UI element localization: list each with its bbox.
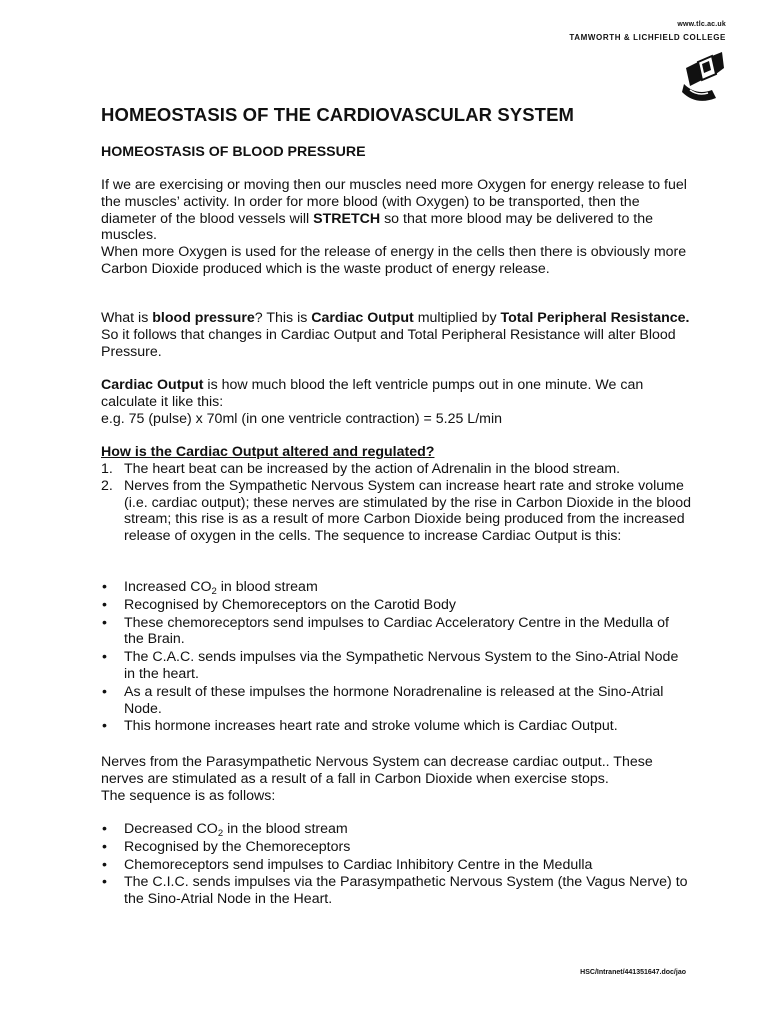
list-number: 1. (101, 461, 113, 477)
list-item (101, 684, 691, 718)
increase-sequence-list (101, 579, 691, 736)
list-number: 2. (101, 477, 113, 494)
list-item-text: The C.I.C. sends impulses via the Parasympathetic Nervous System (the Vagus Nerve) to the Sino-Atrial Node in the Heart. (124, 874, 688, 908)
text: What is (101, 310, 153, 326)
question-heading: How is the Cardiac Output altered and regulated? (101, 444, 435, 460)
page-title: HOMEOSTASIS OF THE CARDIOVASCULAR SYSTEM (101, 104, 575, 125)
list-item-text: These chemoreceptors send impulses to Cardiac Acceleratory Centre in the Medulla of the Brain. (124, 614, 669, 648)
text: multiplied by (413, 310, 501, 326)
emphasis-stretch: STRETCH (313, 210, 381, 227)
emphasis: Cardiac Output (101, 377, 204, 393)
text: so that more blood may be delivered to the muscles. (101, 210, 654, 244)
bullet-icon: • (102, 856, 107, 873)
list-item-text: Decreased CO (124, 821, 218, 837)
text: Nerves from the Parasympathetic Nervous System can decrease cardiac output.. These nerves are stimulated as a result of a fall in Carbon Dioxide when exercise stops. (101, 754, 653, 787)
bullet-icon: • (102, 579, 107, 595)
list-item-text: Chemoreceptors send impulses to Cardiac Inhibitory Centre in the Medulla (124, 856, 593, 873)
document-reference: HSC/Intranet/441351647.doc/jao (580, 969, 686, 976)
section-subtitle: HOMEOSTASIS OF BLOOD PRESSURE (101, 144, 366, 160)
bullet-icon: • (102, 614, 107, 631)
list-item-text: The C.A.C. sends impulses via the Sympathetic Nervous System to the Sino-Atrial Node in the heart. (124, 649, 679, 682)
emphasis: Cardiac Output (311, 310, 414, 326)
list-item (101, 874, 691, 908)
subscript: 2 (217, 828, 224, 839)
list-item (101, 857, 691, 874)
list-item (101, 597, 691, 614)
list-item-text: Recognised by the Chemoreceptors (124, 838, 351, 855)
text: So it follows that changes in Cardiac Output and Total Peripheral Resistance will alter Blood Pressure. (101, 326, 676, 360)
list-item-text: Recognised by Chemoreceptors on the Carotid Body (124, 596, 457, 613)
list-item (101, 839, 691, 856)
text: When more Oxygen is used for the release of energy in the cells then there is obviously more Carbon Dioxide produced which is the waste product of energy release. (101, 244, 687, 277)
list-item-text: in the blood stream (223, 821, 348, 837)
list-item (101, 615, 691, 649)
text: ? This is (254, 310, 312, 326)
bullet-icon: • (102, 874, 107, 891)
numbered-list (101, 461, 691, 545)
list-item (101, 461, 691, 478)
college-url: www.tlc.ac.uk (677, 21, 726, 28)
list-item (101, 579, 691, 596)
bullet-icon: • (102, 838, 107, 855)
list-item (101, 821, 691, 838)
emphasis: blood pressure (152, 310, 255, 326)
text: If we are exercising or moving then our muscles need more Oxygen for energy release to fuel the muscles’ activity. In order for more blood (with Oxygen) to be transported, then the diameter of the blood vessels will (101, 177, 687, 227)
subscript: 2 (211, 586, 217, 597)
formula-example: e.g. 75 (pulse) x 70ml (in one ventricle contraction) = 5.25 L/min (101, 410, 502, 427)
emphasis: Total Peripheral Resistance. (500, 310, 690, 326)
bullet-icon: • (102, 821, 107, 837)
text: is how much blood the left ventricle pumps out in one minute. We can calculate it like this: (101, 377, 644, 410)
list-item-text: Increased CO (124, 579, 212, 595)
list-item-text: The heart beat can be increased by the action of Adrenalin in the blood stream. (124, 461, 621, 477)
paragraph-exercise (101, 177, 691, 278)
bullet-icon: • (102, 683, 107, 700)
bullet-icon: • (102, 649, 107, 666)
text: The sequence is as follows: (101, 787, 276, 804)
list-item-text: This hormone increases heart rate and stroke volume which is Cardiac Output. (124, 718, 618, 735)
list-item-text: in blood stream (216, 579, 318, 595)
paragraph-parasympathetic (101, 754, 691, 804)
college-name: TAMWORTH & LICHFIELD COLLEGE (569, 33, 726, 42)
bullet-icon: • (102, 718, 107, 735)
decrease-sequence-list (101, 821, 691, 909)
bullet-icon: • (102, 596, 107, 613)
college-logo-icon (678, 50, 726, 106)
list-item (101, 649, 691, 683)
list-item-text: As a result of these impulses the hormone Noradrenaline is released at the Sino-Atrial Node. (124, 683, 664, 717)
list-item (101, 718, 691, 735)
list-item-text: Nerves from the Sympathetic Nervous System can increase heart rate and stroke volume (i.e. cardiac output); these nerves are stimulated by the rise in Carbon Dioxide in the blood stream; this rise is as a result of more Carbon Dioxide being produced from the increased release of oxygen in the cells. The sequence to increase Cardiac Output is this: (124, 477, 692, 545)
paragraph-blood-pressure (101, 310, 691, 360)
list-item (101, 478, 691, 545)
paragraph-cardiac-output (101, 377, 691, 427)
